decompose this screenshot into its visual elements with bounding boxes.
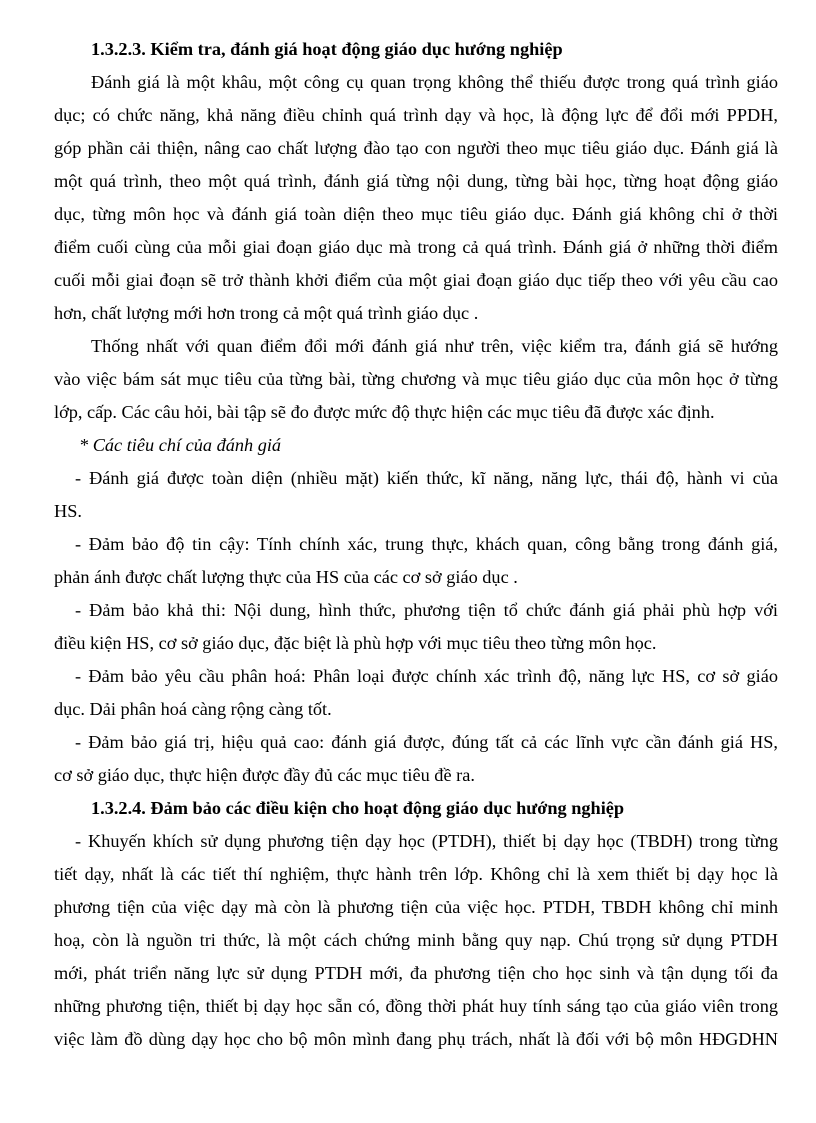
section-heading: 1.3.2.4. Đảm bảo các điều kiện cho hoạt động giáo dục hướng nghiệp <box>91 798 625 818</box>
paragraph-line: lớp, cấp. Các câu hỏi, bài tập sẽ đo được mức độ thực hiện các mục tiêu đã được xác định. <box>54 402 715 422</box>
section-heading: 1.3.2.3. Kiểm tra, đánh giá hoạt động giáo dục hướng nghiệp <box>91 39 563 59</box>
paragraph-line: tiết dạy, nhất là các tiết thí nghiệm, thực hành trên lớp. Không chỉ là xem thiết bị dạy học là <box>54 864 778 884</box>
paragraph-line: Đánh giá là một khâu, một công cụ quan trọng không thể thiếu được trong quá trình giáo <box>91 72 778 92</box>
criteria-item: - Đánh giá được toàn diện (nhiều mặt) kiến thức, kĩ năng, năng lực, thái độ, hành vi của <box>75 468 778 488</box>
criteria-item-continued: cơ sở giáo dục, thực hiện được đầy đủ các mục tiêu đề ra. <box>54 765 475 785</box>
paragraph-line: phương tiện của việc dạy mà còn là phương tiện của việc học. PTDH, TBDH không chỉ minh <box>54 897 778 917</box>
criteria-item: - Đảm bảo khả thi: Nội dung, hình thức, phương tiện tổ chức đánh giá phải phù hợp với <box>75 600 778 620</box>
paragraph-line: Thống nhất với quan điểm đổi mới đánh giá như trên, việc kiểm tra, đánh giá sẽ hướng <box>91 336 778 356</box>
criteria-item: - Đảm bảo độ tin cậy: Tính chính xác, trung thực, khách quan, công bằng trong đánh giá, <box>75 534 778 554</box>
paragraph-line: vào việc bám sát mục tiêu của từng bài, từng chương và mục tiêu giáo dục của môn học ở từng <box>54 369 778 389</box>
paragraph-line: dục; có chức năng, khả năng điều chỉnh quá trình dạy và học, là động lực để đổi mới PPDH, <box>54 105 778 125</box>
paragraph-line: việc làm đồ dùng dạy học cho bộ môn mình đang phụ trách, nhất là đối với bộ môn HĐGDHN <box>54 1029 778 1049</box>
criteria-item-continued: dục. Dải phân hoá càng rộng càng tốt. <box>54 699 332 719</box>
paragraph-line: mới, phát triển năng lực sử dụng PTDH mới, đa phương tiện cho học sinh và tận dụng tối đa <box>54 963 778 983</box>
criteria-item-continued: HS. <box>54 501 82 521</box>
paragraph-line: điểm cuối cùng của mỗi giai đoạn giáo dục mà trong cả quá trình. Đánh giá ở những thời điểm <box>54 237 778 257</box>
paragraph-line: dục, từng môn học và đánh giá toàn diện theo mục tiêu giáo dục. Đánh giá không chỉ ở thời <box>54 204 778 224</box>
criteria-item-continued: phản ánh được chất lượng thực của HS của các cơ sở giáo dục . <box>54 567 518 587</box>
paragraph-line: - Khuyến khích sử dụng phương tiện dạy học (PTDH), thiết bị dạy học (TBDH) trong từng <box>75 831 778 851</box>
criteria-item: - Đảm bảo giá trị, hiệu quả cao: đánh giá được, đúng tất cả các lĩnh vực cần đánh giá HS, <box>75 732 778 752</box>
criteria-item-continued: điều kiện HS, cơ sở giáo dục, đặc biệt là phù hợp với mục tiêu theo từng môn học. <box>54 633 657 653</box>
criteria-item: - Đảm bảo yêu cầu phân hoá: Phân loại được chính xác trình độ, năng lực HS, cơ sở giáo <box>75 666 778 686</box>
criteria-title: * Các tiêu chí của đánh giá <box>79 435 282 455</box>
paragraph-line: hoạ, còn là nguồn tri thức, là một cách chứng minh bằng quy nạp. Chú trọng sử dụng PTDH <box>54 930 778 950</box>
paragraph-line: hơn, chất lượng mới hơn trong cả một quá trình giáo dục . <box>54 303 479 323</box>
paragraph-line: góp phần cải thiện, nâng cao chất lượng đào tạo con người theo mục tiêu giáo dục. Đánh giá là <box>54 138 778 158</box>
paragraph-line: cuối mỗi giai đoạn sẽ trở thành khởi điểm của một giai đoạn giáo dục tiếp theo với yêu cầu cao <box>54 270 778 290</box>
paragraph-line: một quá trình, theo một quá trình, đánh giá từng nội dung, từng bài học, từng hoạt động giáo <box>54 171 778 191</box>
paragraph-line: những phương tiện, thiết bị dạy học sẵn có, đồng thời phát huy tính sáng tạo của giáo viên trong <box>54 996 778 1016</box>
